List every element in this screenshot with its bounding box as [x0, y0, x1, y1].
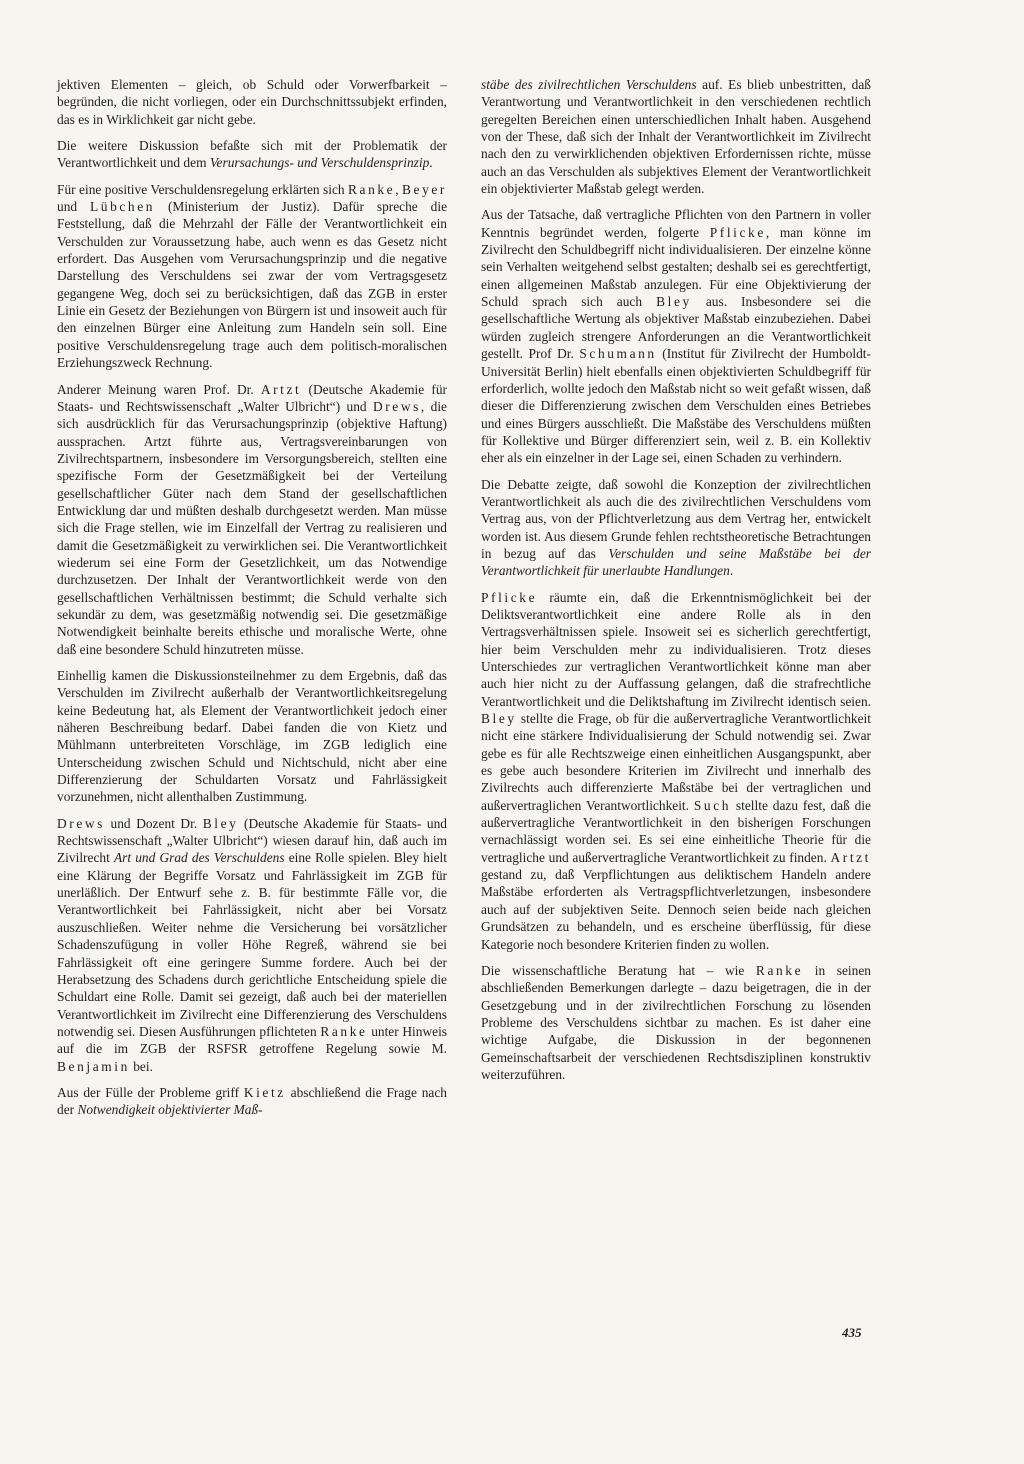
spaced-name: Ranke: [755, 962, 804, 978]
text-run: in seinen abschließenden Bemerkungen darlegte – dazu beigetragen, die in der Gesetzgebung und in der zivilrechtlichen Forschung zu lösenden Probleme des Verschuldens sichtbar zu machen. Es ist daher eine wichtige Aufgabe, die Diskussion in der begonnenen Gemeinschaftsarbeit der verschiedenen Rechtsdisziplinen konstruktiv weiterzuführen.: [481, 962, 871, 1082]
text-run: (Ministerium der Justiz). Dafür spreche die Feststellung, daß die Mehrzahl der Fälle der Verantwortlichkeit ein Verschulden zur Voraussetzung habe, auch wenn es das Gesetz nicht erfordert. Das Ausgehen vom Verursachungsprinzip und die negative Darstellung des Verschuldens sei zwar der vom Vertragsgesetz gegangene Weg, doch sei zu berücksichtigen, daß das ZGB in erster Linie ein Gesetz der Beziehungen von Bürgern ist und insoweit auch für den einzelnen Bürger eine Anleitung zum Handeln sein soll. Eine positive Verschuldensregelung trage auch dem politisch-moralischen Erziehungszweck Rechnung.: [57, 199, 448, 371]
text-run: .: [729, 563, 734, 579]
text-run: eine Rolle spielen. Bley hielt eine Klärung der Begriffe Vorsatz und Fahrlässigkeit im ZGB für unerläßlich. Der Entwurf sehe z. B. für bestimmte Fälle vor, die Verantwortlichkeit bei Fahrlässigkeit, nicht aber bei Vorsatz auszuschließen. Weiter nehme die Versicherung bei vorsätzlicher Schadenszufügung in voller Höhe Regreß, während sie bei Fahrlässigkeit oft eine geringere Summe fordere. Auch bei der Herabsetzung des Schadens durch gerichtliche Entscheidung spiele die Schuldart eine Rolle. Damit sei gezeigt, daß auch bei der materiellen Verantwortlichkeit im Zivilrecht eine Differenzierung des Verschuldens notwendig sei. Diesen Ausführungen pflichteten: [57, 850, 447, 1039]
text-run: unter Hinweis auf die im ZGB der RSFSR getroffene Regelung sowie M.: [57, 1023, 447, 1057]
text-run: und: [57, 199, 90, 215]
text-run: auf. Es blieb unbestritten, daß Verantwortung und Verantwortlichkeit in den verschiedenen rechtlich geregelten Bereichen einen unterschiedlichen Inhalt haben. Ausgehend von der These, daß sich der Inhalt der Verantwortlichkeit im Zivilrecht nach den zu verwirklichenden objektiven Erfordernissen richte, müsse auch an das Verschulden als subjektives Element der Verantwortlichkeit ein objektivierter Maßstab gelegt werden.: [481, 77, 871, 197]
text-run: (Institut für Zivilrecht der Humboldt-Universität Berlin) hielt ebenfalls einen objektivierten Schuldbegriff für erforderlich, wollte jedoch den Maßstab nicht so weit gefaßt wissen, daß dieser die Differenzierung zwischen dem Verschulden eines Betriebes und eines Bürgers ausschließt. Die Maßstäbe des Verschuldens müßten für Kollektive und Bürger differenziert sein, weil z. B. ein Kollektiv eher als ein einzelner in der Lage sei, einen Schaden zu verhindern.: [481, 346, 871, 466]
paragraph: [57, 1084, 447, 1119]
text-run: (Deutsche Akademie für Staats- und Rechtswissenschaft „Walter Ulbricht“) wiesen darauf hin, daß auch im Zivilrecht: [57, 815, 447, 866]
spaced-name: Beyer: [402, 181, 447, 197]
paragraph: [57, 667, 447, 806]
text-run: räumte ein, daß die Erkenntnismöglichkeit bei der Deliktsverantwortlichkeit eine andere Rolle als in den Vertragsverhältnissen spiele. Insoweit sei es sicherlich gerechtfertigt, hier beim Verschulden mehr zu individualisieren. Trotz dieses Unterschiedes zur vertraglichen Verantwortlichkeit könne man aber auch hier nicht zu der Auffassung gelangen, daß die strafrechtliche Verantwortlichkeit und die Deliktshaftung im Zivilrecht identisch seien.: [481, 589, 871, 709]
spaced-name: Bley: [481, 711, 517, 727]
spaced-name: Pflicke: [481, 589, 538, 605]
italic-text: Verursachungs- und Verschuldensprinzip: [209, 155, 430, 171]
text-run: (Deutsche Akademie für Staats- und Rechtswissenschaft „Walter Ulbricht“) und: [57, 381, 447, 414]
text-run: Anderer Meinung waren Prof. Dr.: [57, 381, 261, 397]
right-column: [481, 76, 871, 1092]
text-run: Für eine positive Verschuldensregelung erklärten sich: [57, 181, 349, 197]
text-run: Aus der Tatsache, daß vertragliche Pflichten von den Partnern in voller Kenntnis begründet werden, folgerte: [481, 207, 871, 240]
spaced-name: Ranke: [348, 181, 396, 197]
spaced-name: Ranke: [320, 1023, 368, 1039]
paragraph: [57, 76, 447, 128]
text-run: gestand zu, daß Verpflichtungen aus deliktischem Handeln andere Maßstäbe erforderten als Vertragspflichtverletzungen, insbesondere auch auf der subjektiven Seite. Dennoch seien beide nach gleichen Grundsätzen zu behandeln, und es erscheine überflüssig, für diese Kategorie noch besondere Kriterien finden zu wollen.: [481, 867, 871, 952]
paragraph: [57, 181, 447, 372]
italic-text: Art und Grad des Verschuldens: [113, 850, 285, 866]
paragraph: [481, 962, 871, 1083]
text-run: Die wissenschaftliche Beratung hat – wie: [481, 962, 756, 978]
text-run: stellte die Frage, ob für die außervertragliche Verantwortlichkeit nicht eine stärkere Individualisierung der Schuld notwendig sei. Zwar gebe es für alle Rechtszweige einen einheitlichen Ausgangspunkt, aber es gebe auch besondere Kriterien im Zivilrecht und innerhalb des Zivilrechts auch differenzierte Maßstäbe bei der vertraglichen und außervertraglichen Verantwortlichkeit.: [481, 711, 871, 813]
paragraph: [481, 476, 871, 580]
italic-text: Notwendigkeit objektivierter Maß-: [77, 1102, 263, 1118]
page-number: 435: [842, 1325, 862, 1340]
text-run: abschließend die Frage nach der: [57, 1084, 447, 1118]
paragraph: [57, 815, 447, 1075]
text-run: , die sich ausdrücklich für das Verursachungsprinzip (objektive Haftung) aussprachen. Artzt führte aus, Vertragsvereinbarungen von Zivilrechtspartnern, insbesondere im Versorgungsbereich, stellten eine spezifische Form der Gesetzmäßigkeit bei der Verteilung gesellschaftlicher Güter nach dem Stand der gesellschaftlichen Entwicklung dar und müßten deshalb durchgesetzt werden. Man müsse sich die Frage stellen, wie im Einzelfall der Vertrag zu realisieren und damit die Gesetzmäßigkeit zu verwirklichen sei. Die Verantwortlichkeit wiederum sei eine Form der Gesetzlichkeit, um das Notwendige durchzusetzen. Der Inhalt der Verantwortlichkeit werde von den gesellschaftlichen Verhältnissen bestimmt; die Schuld verhalte sich sekundär zu dem, was gesetzmäßig notwendig sei. Die gesetzmäßige Notwendigkeit beinhalte bereits ethische und moralische Werte, ohne daß eine besondere Schuld hinzutreten müsse.: [57, 398, 447, 657]
text-run: jektiven Elementen – gleich, ob Schuld oder Vorwerfbarkeit – begründen, die nicht vorliegen, oder ein Durchschnittssubjekt erfinden, das es in Wirklichkeit gar nicht gebe.: [57, 77, 447, 127]
paragraph: [481, 76, 871, 197]
italic-text: Verschulden und seine Maßstäbe bei der Verantwortlichkeit für unerlaubte Handlungen: [481, 545, 871, 579]
text-run: Einhellig kamen die Diskussionsteilnehmer zu dem Ergebnis, daß das Verschulden im Zivilrecht außerhalb der Verantwortlichkeitsregelung keine Bedeutung hat, als Element der Verantwortlichkeit jedoch einer näheren Beschreibung bedarf. Dabei fanden die von Kietz und Mühlmann unterbreiteten Vorschläge, im ZGB lediglich eine Unterscheidung zwischen Schuld und Nichtschuld, nicht aber eine Differenzierung der Schuldarten Vorsatz und Fahrlässigkeit vorzunehmen, nicht allenthalben Zustimmung.: [57, 668, 447, 805]
spaced-name: Benjamin: [57, 1058, 130, 1074]
spaced-name: Schumann: [579, 346, 657, 362]
spaced-name: Bley: [202, 815, 239, 831]
spaced-name: Drews: [372, 398, 421, 414]
text-run: bei.: [129, 1058, 153, 1074]
italic-text: stäbe des zivilrechtlichen Verschuldens: [481, 77, 697, 92]
text-run: aus. Insbesondere sei die gesellschaftliche Wertung als objektiver Maßstab einzubeziehen. Dabei würden zugleich strengere Anforderungen an die Verantwortlichkeit gestellt. Prof Dr.: [481, 294, 871, 362]
spaced-name: Artzt: [830, 849, 871, 865]
paragraph: [481, 589, 871, 953]
spaced-name: Bley: [656, 294, 692, 310]
text-run: stellte dazu fest, daß die außervertragliche Verantwortlichkeit in den bisherigen Forschungen vernachlässigt worden sei. Es sei eine einheitliche Theorie für die vertragliche und außervertragliche Verantwortlichkeit zu finden.: [481, 797, 871, 865]
paragraph: [481, 206, 871, 466]
text-run: Die Debatte zeigte, daß sowohl die Konzeption der zivilrechtlichen Verantwortlichkeit als auch die des zivilrechtlichen Verschuldens vom Vertrag aus, von der Pflichtverletzung aus dem Vertrag her, entwickelt worden ist. Aus diesem Grunde fehlen rechtstheoretische Betrachtungen in bezug auf das: [481, 476, 871, 561]
spaced-name: Lübchen: [90, 199, 156, 215]
text-run: .: [429, 155, 433, 171]
text-run: , man könne im Zivilrecht den Schuldbegriff nicht individualisieren. Der einzelne könne sein Verhalten weitgehend selbst gestalten; deshalb sei es gerechtfertigt, einen allgemeinen Maßstab anzulegen. Für eine Objektivierung der Schuld sprach sich auch: [481, 224, 871, 310]
text-run: und Dozent Dr.: [104, 815, 203, 831]
spaced-name: Drews: [57, 815, 105, 831]
paragraph: [57, 381, 447, 659]
text-run: Die weitere Diskussion befaßte sich mit der Problematik der Verantwortlichkeit und dem: [57, 138, 447, 171]
spaced-name: Kietz: [243, 1084, 286, 1100]
text-run: Aus der Fülle der Probleme griff: [57, 1084, 244, 1100]
spaced-name: Artzt: [260, 381, 302, 397]
text-run: ,: [395, 181, 403, 197]
spaced-name: Such: [693, 797, 732, 813]
spaced-name: Pflicke: [709, 224, 766, 240]
paragraph: [57, 137, 447, 172]
left-column: [57, 76, 447, 1128]
